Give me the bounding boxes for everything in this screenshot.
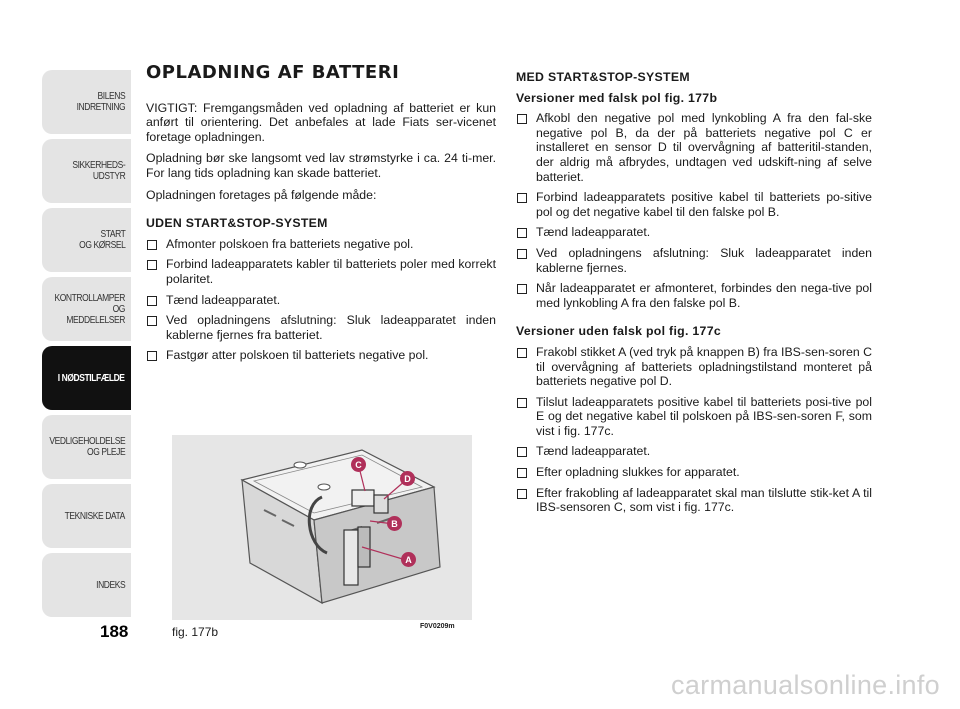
list-item: Efter frakobling af ladeapparatet skal man tilslutte stik-ket A til IBS-sensoren C, som vist i fig. 177c.: [516, 486, 872, 515]
list-item: Ved opladningens afslutning: Sluk ladeapparatet inden kablerne fjernes.: [516, 246, 872, 275]
bullet-list: [516, 345, 872, 515]
battery-figure: [172, 435, 472, 620]
figure-caption: fig. 177b: [172, 625, 219, 639]
tab-label: SIKKERHEDS- UDSTYR: [72, 160, 125, 182]
list-item: Tænd ladeapparatet.: [516, 444, 872, 459]
tab-label: VEDLIGEHOLDELSE OG PLEJE: [49, 436, 125, 458]
page-number: 188: [100, 622, 129, 641]
paragraph: Opladningen foretages på følgende måde:: [146, 187, 377, 202]
list-item: Når ladeapparatet er afmonteret, forbindes den nega-tive pol med lynkobling A fra den falske pol B.: [516, 281, 872, 310]
tab-sikkerhedsudstyr[interactable]: [42, 139, 131, 203]
callout-a: [401, 552, 416, 567]
list-item: Afmonter polskoen fra batteriets negative pol.: [146, 237, 496, 252]
tab-label: BILENS INDRETNING: [76, 91, 125, 113]
callout-label: C: [355, 459, 362, 470]
tab-label: START OG KØRSEL: [78, 229, 125, 251]
callout-label: A: [405, 554, 412, 565]
subsection-heading: Versioner med falsk pol fig. 177b: [516, 90, 718, 105]
callout-label: D: [404, 473, 411, 484]
callout-label: B: [391, 518, 398, 529]
tab-label: TEKNISKE DATA: [64, 510, 125, 522]
left-column: [146, 62, 496, 369]
tab-kontrollamper[interactable]: [42, 277, 131, 341]
list-item: Ved opladningens afslutning: Sluk ladeapparatet inden kablerne fjernes fra batteriet.: [146, 313, 496, 342]
paragraph: VIGTIGT: Fremgangsmåden ved opladning af batteriet er kun anført til orientering. Det anbefales at lade Fiats ser-vicenet foretage opladningen.: [146, 100, 496, 144]
tab-label: INDEKS: [95, 579, 125, 591]
list-item: Afkobl den negative pol med lynkobling A fra den fal-ske negative pol B, da der på batteriets negative pol C er installeret en sensor D til overvågning af batteritil-standen, der aldrig må afbrydes, undtagen ved udskift-ning af selve batteriet.: [516, 111, 872, 184]
list-item: Fastgør atter polskoen til batteriets negative pol.: [146, 348, 496, 363]
paragraph: Opladning bør ske langsomt ved lav strømstyrke i ca. 24 ti-mer. For lang tids opladning kan skade batteriet.: [146, 151, 496, 180]
list-item: Tilslut ladeapparatets positive kabel til batteriets posi-tive pol E og det negative kabel til polskoen på IBS-sen-soren F, som vist i fig. 177c.: [516, 395, 872, 439]
list-item: Tænd ladeapparatet.: [146, 293, 496, 308]
tab-i-nodstilfaelde[interactable]: [42, 346, 131, 410]
page-title: OPLADNING AF BATTERI: [146, 62, 400, 83]
tab-tekniske-data[interactable]: [42, 484, 131, 548]
subsection-heading: Versioner uden falsk pol fig. 177c: [516, 324, 721, 339]
list-item: Efter opladning slukkes for apparatet.: [516, 465, 872, 480]
right-column: [516, 70, 872, 521]
tab-label: KONTROLLAMPER OG MEDDELELSER: [54, 292, 125, 326]
tab-indeks[interactable]: [42, 553, 131, 617]
callout-c: [351, 457, 366, 472]
battery-illustration: [172, 435, 472, 620]
list-item: Forbind ladeapparatets kabler til batteriets poler med korrekt polaritet.: [146, 257, 496, 286]
section-heading: UDEN START&STOP-SYSTEM: [146, 216, 328, 231]
tab-vedligeholdelse[interactable]: [42, 415, 131, 479]
tab-label: I NØDSTILFÆLDE: [58, 372, 125, 384]
callout-b: [387, 516, 402, 531]
bullet-list: [516, 111, 872, 310]
list-item: Frakobl stikket A (ved tryk på knappen B) fra IBS-sen-soren C til overvågning af batteriets opladningstilstand monteret på batteriets negative pol D.: [516, 345, 872, 389]
list-item: Forbind ladeapparatets positive kabel til batteriets po-sitive pol og det negative kabel til den falske pol B.: [516, 190, 872, 219]
tab-start-og-korsel[interactable]: [42, 208, 131, 272]
callout-d: [400, 471, 415, 486]
figure-code: F0V0209m: [420, 623, 455, 630]
section-heading: MED START&STOP-SYSTEM: [516, 70, 690, 84]
bullet-list: [146, 237, 496, 363]
list-item: Tænd ladeapparatet.: [516, 225, 872, 240]
watermark: carmanualsonline.info: [671, 670, 940, 700]
tab-bilens-indretning[interactable]: [42, 70, 131, 134]
